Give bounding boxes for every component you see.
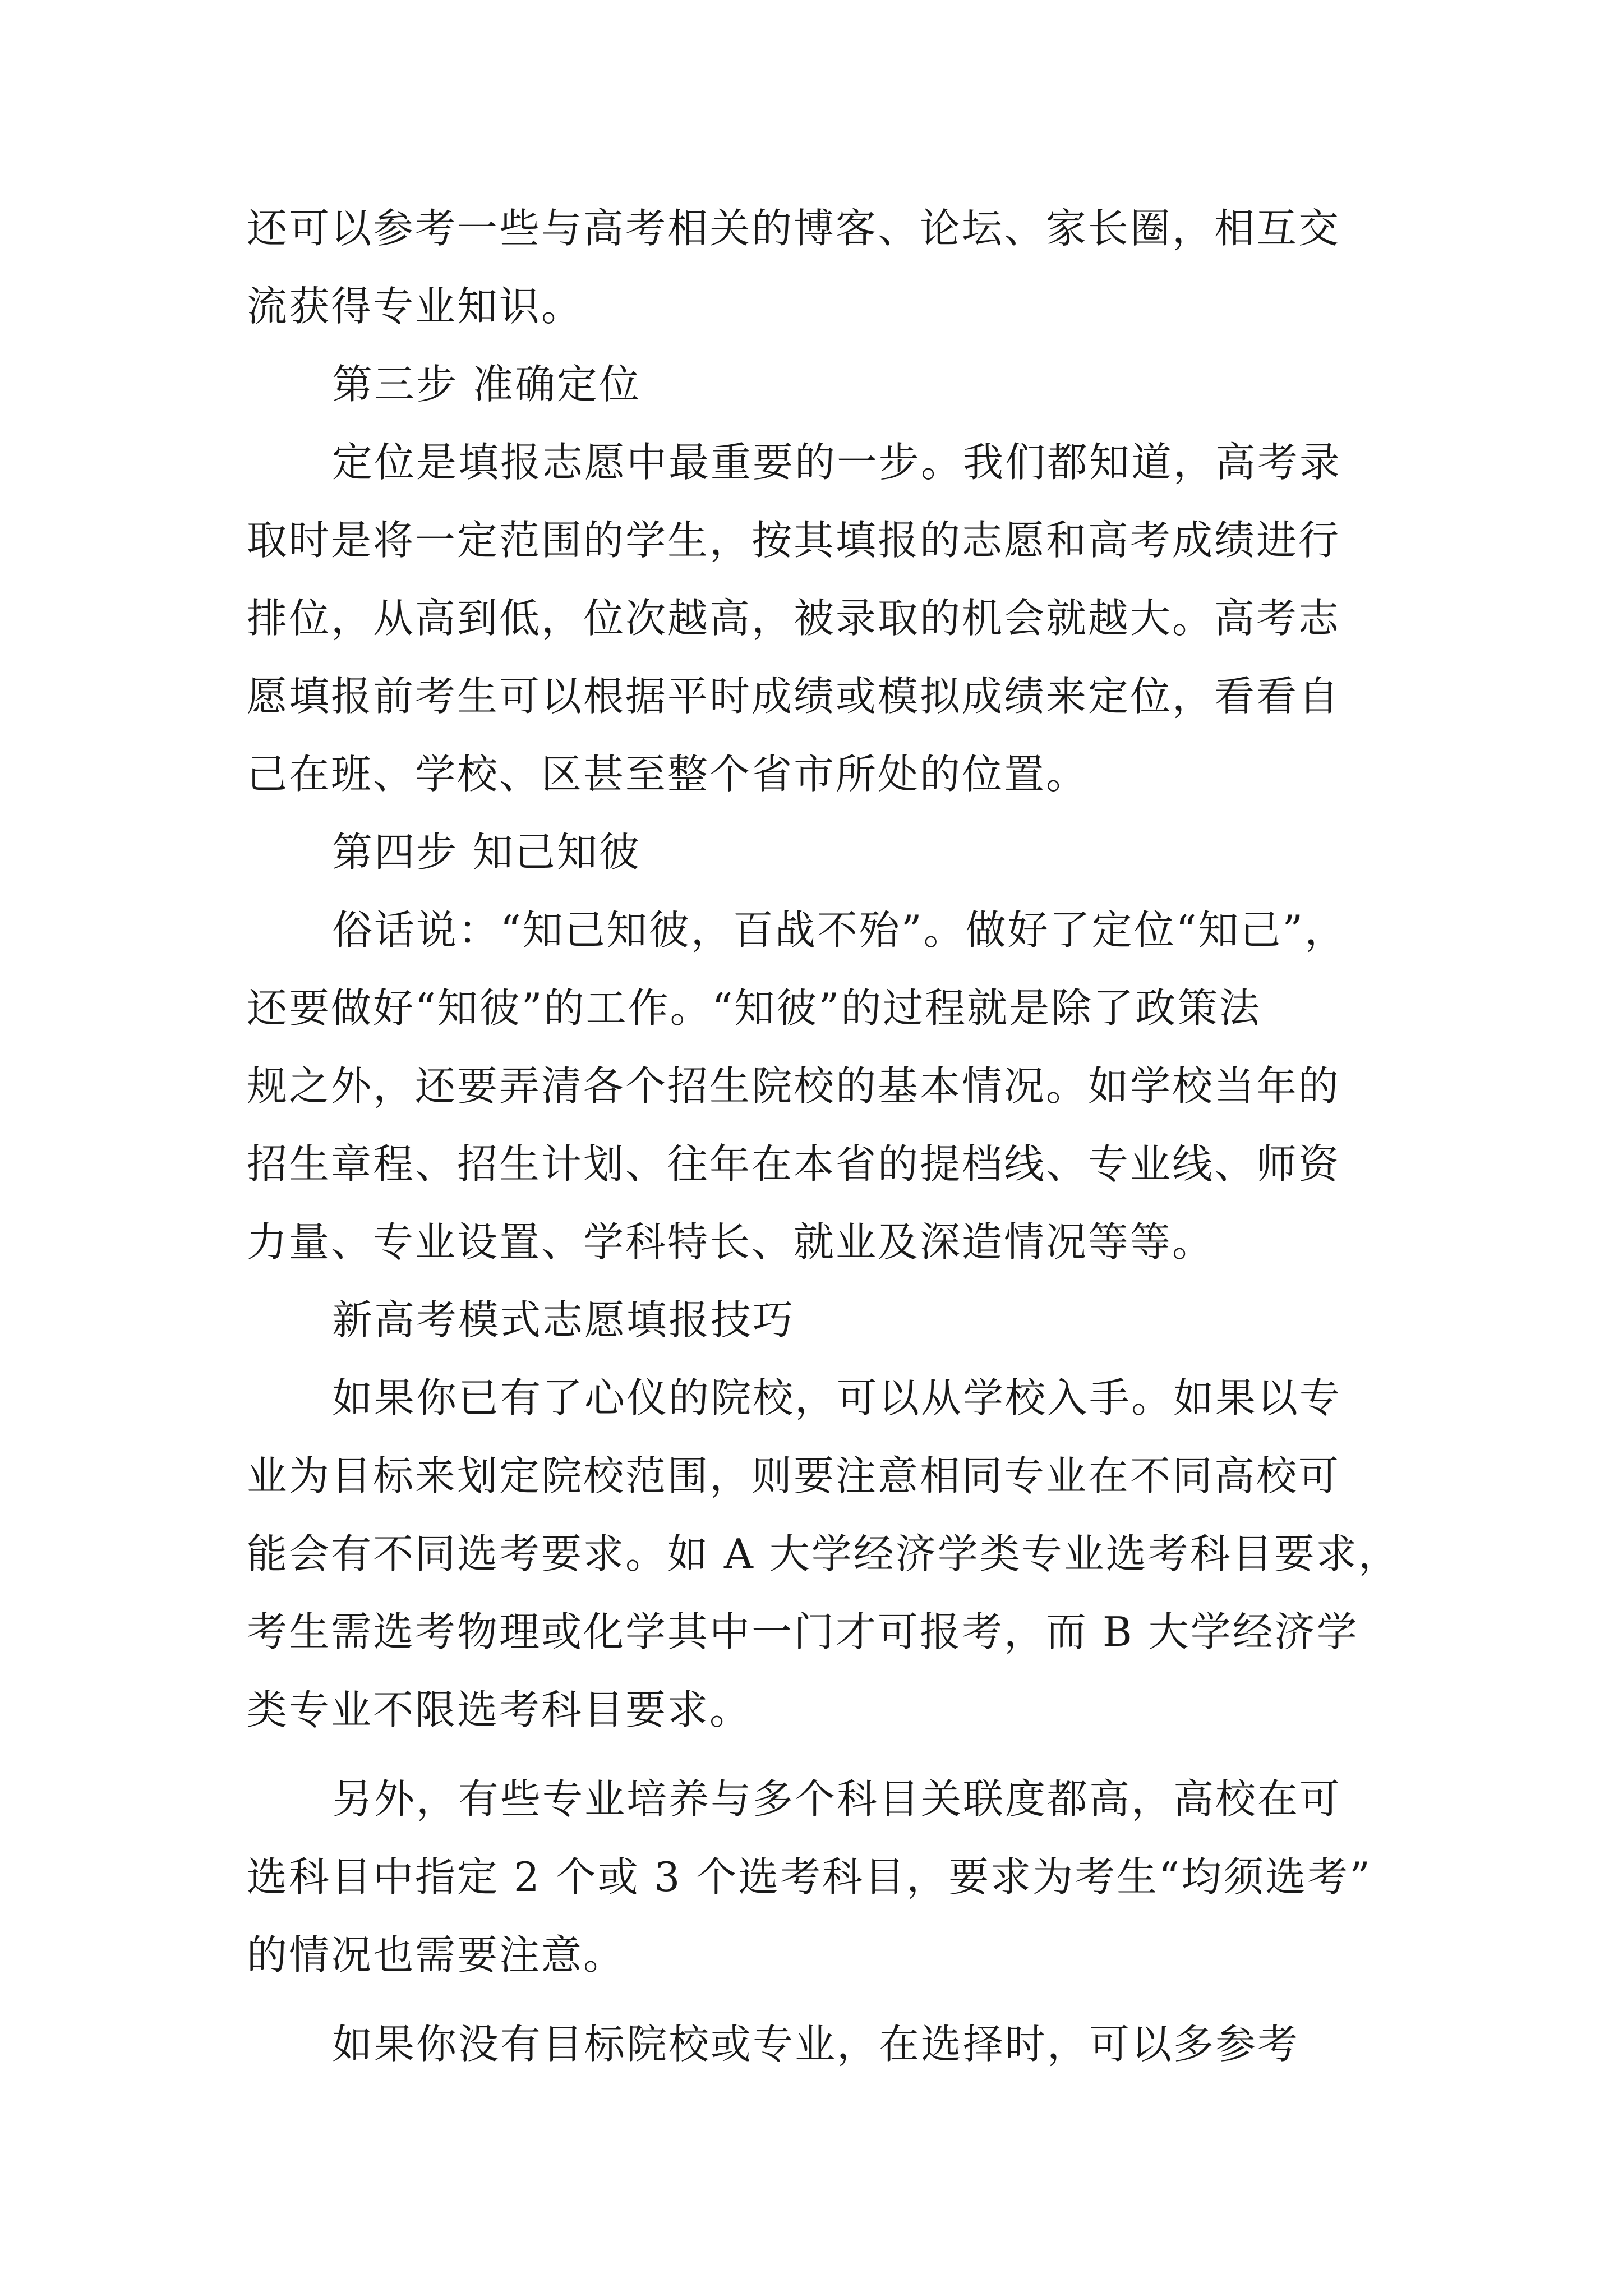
body-text <box>247 190 1400 2083</box>
text-line: 新高考模式志愿填报技巧 <box>332 1296 795 1343</box>
text-line: 规之外，还要弄清各个招生院校的基本情况。如学校当年的 <box>247 1062 1341 1110</box>
text-line: 取时是将一定范围的学生，按其填报的志愿和高考成绩进行 <box>247 517 1341 564</box>
text-line: 招生章程、招生计划、往年在本省的提档线、专业线、师资 <box>247 1140 1341 1188</box>
text-line: 第三步 准确定位 <box>332 361 641 408</box>
text-line: 己在班、学校、区甚至整个省市所处的位置。 <box>247 751 1089 798</box>
text-line: 排位，从高到低，位次越高，被录取的机会就越大。高考志 <box>247 595 1341 642</box>
text-line: 类专业不限选考科目要求。 <box>247 1686 752 1733</box>
text-line: 流获得专业知识。 <box>247 283 584 330</box>
text-line: 定位是填报志愿中最重要的一步。我们都知道，高考录 <box>332 439 1342 486</box>
text-line: 选科目中指定 2 个或 3 个选考科目，要求为考生“均须选考” <box>247 1853 1372 1901</box>
text-line: 还要做好“知彼”的工作。“知彼”的过程就是除了政策法 <box>247 984 1262 1032</box>
text-line: 的情况也需要注意。 <box>247 1931 626 1978</box>
text-line: 业为目标来划定院校范围，则要注意相同专业在不同高校可 <box>247 1452 1341 1499</box>
text-line: 如果你已有了心仪的院校，可以从学校入手。如果以专 <box>332 1374 1342 1421</box>
text-line: 能会有不同选考要求。如 A 大学经济学类专业选考科目要求， <box>247 1530 1400 1577</box>
text-line: 俗话说：“知己知彼，百战不殆”。做好了定位“知己”， <box>332 907 1347 954</box>
text-line: 愿填报前考生可以根据平时成绩或模拟成绩来定位，看看自 <box>247 673 1341 720</box>
text-line: 还可以参考一些与高考相关的博客、论坛、家长圈，相互交 <box>247 205 1341 252</box>
text-line: 考生需选考物理或化学其中一门才可报考，而 B 大学经济学 <box>247 1608 1359 1655</box>
text-line: 第四步 知己知彼 <box>332 829 641 876</box>
text-line: 另外，有些专业培养与多个科目关联度都高，高校在可 <box>332 1775 1342 1823</box>
text-line: 力量、专业设置、学科特长、就业及深造情况等等。 <box>247 1218 1215 1266</box>
text-line: 如果你没有目标院校或专业，在选择时，可以多参考 <box>332 2021 1300 2068</box>
